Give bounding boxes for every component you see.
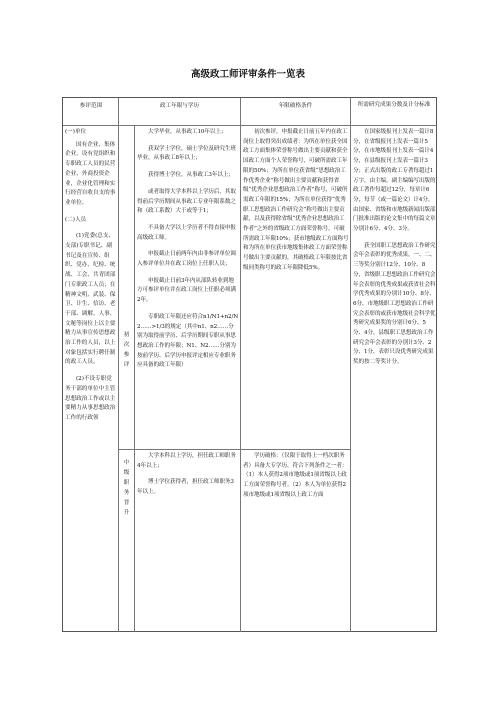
scoring-paragraph: 获全国职工思想政治工作研究会年会表彰的优秀成果，一、二、三等奖分别计12分、10分、8分，省级职工思想政治工作研究会年会表彰的优秀成果或获省社会科学优秀成果的分别计10分、8分、6分，市地级职工思想政治工作研究会表彰的或获市地级社会科学优秀研究成果奖的分别计6分、5分、4分，县级职工思想政治工作研究会年会表彰的分别计3分、2分、1分，表彰只设优秀研究成果奖的按二等奖计分。 bbox=[353, 242, 436, 366]
special-conditions-promotion: 学历破格：（仅限于取得上一档次职务者）具备大专学历，符合下列条件之一者：（1）本人获得2项市地级或1项省级以上政工方面荣誉称号者。（2）本人为单位获得2项市地级或1项省级以上政工方面 bbox=[243, 453, 348, 498]
edu-item: 大学毕业，从事政工10年以上； bbox=[148, 129, 227, 135]
section-divider bbox=[118, 449, 350, 450]
scope-column bbox=[65, 128, 117, 631]
header-scope: 参评范围 bbox=[79, 103, 103, 109]
header-years-education: 政工年限与学历 bbox=[159, 103, 200, 109]
header-special-conditions: 年限破格条件 bbox=[278, 103, 313, 109]
col-divider-4 bbox=[350, 98, 351, 632]
edu-item: 申报截止日前两年内由非参评单位调入参评单位并在政工岗位上任职人员； bbox=[137, 251, 236, 268]
edu-item: 或者取得大学本科以上学历后，其取得前后学历期间从事政工专业年限系数之和（政工系数）大于或等于1； bbox=[137, 188, 236, 215]
education-requirements-initial bbox=[137, 128, 239, 447]
scope-personnel-item-2: (2)不设专职党务干部的单位中主管思想政治工作或以主要精力从事思想政治工作的行政领 bbox=[65, 376, 116, 421]
header-research-scoring: 所需研究成果分数及计分标准 bbox=[357, 102, 431, 108]
edu-item: 博士学位获得者，担任政工师职务3年以上。 bbox=[137, 479, 234, 496]
special-conditions-initial: 初次参评，申报截止日前五年内在政工岗位上取得突出成绩者：为所在单位获全国政工方面集体荣誉称号做出主要贡献和获全国政工方面个人荣誉称号，可破所需政工年限的50%；为所在单位获省级“思想政治工作优秀企业”称号做出主要贡献和获得省级“优秀企业思想政治工作者”称号，可破所需政工年限的15%；为所在单位获得“优秀职工思想政治工作研究会”称号做出主要贡献，以及获得除省级“优秀企业思想政治工作者”之外的省级政工方面荣誉称号，可破所需政工年限10%；获市地级政工方面称号和为所在单位获市地级集体政工方面荣誉称号做出主要贡献的，其破格政工年限按比省级同类称号的政工年限降低5%。 bbox=[243, 129, 349, 271]
research-scoring-column bbox=[353, 128, 436, 631]
education-requirements-promotion bbox=[137, 452, 239, 630]
edu-item: 获得博士学位，从事政工3年以上； bbox=[148, 172, 234, 179]
col-divider-3 bbox=[240, 98, 241, 632]
edu-item: 获双学士学位，硕士学位及研究生班毕业，从事政工8年以上； bbox=[137, 145, 236, 162]
section-label-initial: 初次参评 bbox=[123, 332, 130, 368]
section-label-promotion: 中级职务晋升 bbox=[123, 460, 130, 516]
header-divider bbox=[63, 125, 437, 126]
criteria-table bbox=[62, 97, 437, 632]
scope-unit-heading: (一)单位 bbox=[65, 129, 87, 135]
edu-item: 不具备大学以上学历者不得直接申报高级政工师。 bbox=[137, 224, 236, 241]
scope-personnel-item-1: (1)党委(总支、支部)专职书记、副书记及在宣传、组织、党办、纪检、统战、工会、共青团部门专职政工人员；在精神文明、武装、保卫、计生、信访、老干部、调解、人事、文秘等岗位上以主要精力从事宣传思想政治工作的人员，以上对象包括实行聘任制的政工人员。 bbox=[65, 233, 116, 366]
edu-item: 大学本科以上学历，担任政工师职务4年以上； bbox=[137, 453, 236, 469]
scope-personnel-heading: (二)人员 bbox=[65, 216, 87, 223]
col-divider-2 bbox=[134, 125, 135, 632]
edu-item: 申报截止日前3年内从部队转业到地方可参评单位并在政工岗位上任职必须满2年。 bbox=[137, 277, 236, 304]
edu-item: 专职政工年限还应符合n1/N1+n2/N2……>1/3的规定（其中n1、n2……分别为取得前学历、后学历期间专职从事思想政治工作的年限；N1、N2……分别为按前学历、后学历申报评定相应专业职务应具备的政工年限） bbox=[137, 313, 239, 369]
col-divider-1 bbox=[118, 98, 119, 632]
document-title: 高级政工师评审条件一览表 bbox=[190, 69, 305, 80]
scoring-paragraph: 在国家级报刊上发表一篇计8分，在省级报刊上发表一篇计5分，在市地级报刊上发表一篇计4分，在县级报刊上发表一篇计3分；正式出版的政工专著每超过1万字，由主编、副主编编写出版的政工著作每超过12分，每章计6分，每节（或一篇论文）计4分。由国家、省级和市地级新闻出版部门批准出版的论文集中的每篇文章分别计6分、4分、3分。 bbox=[353, 129, 436, 233]
scope-unit-text: 国有企业、集体企业，设有党组织和专职政工人员的民营企业、外商投资企业，企业化管理和实行经营自收自支的事业单位。 bbox=[65, 141, 116, 206]
